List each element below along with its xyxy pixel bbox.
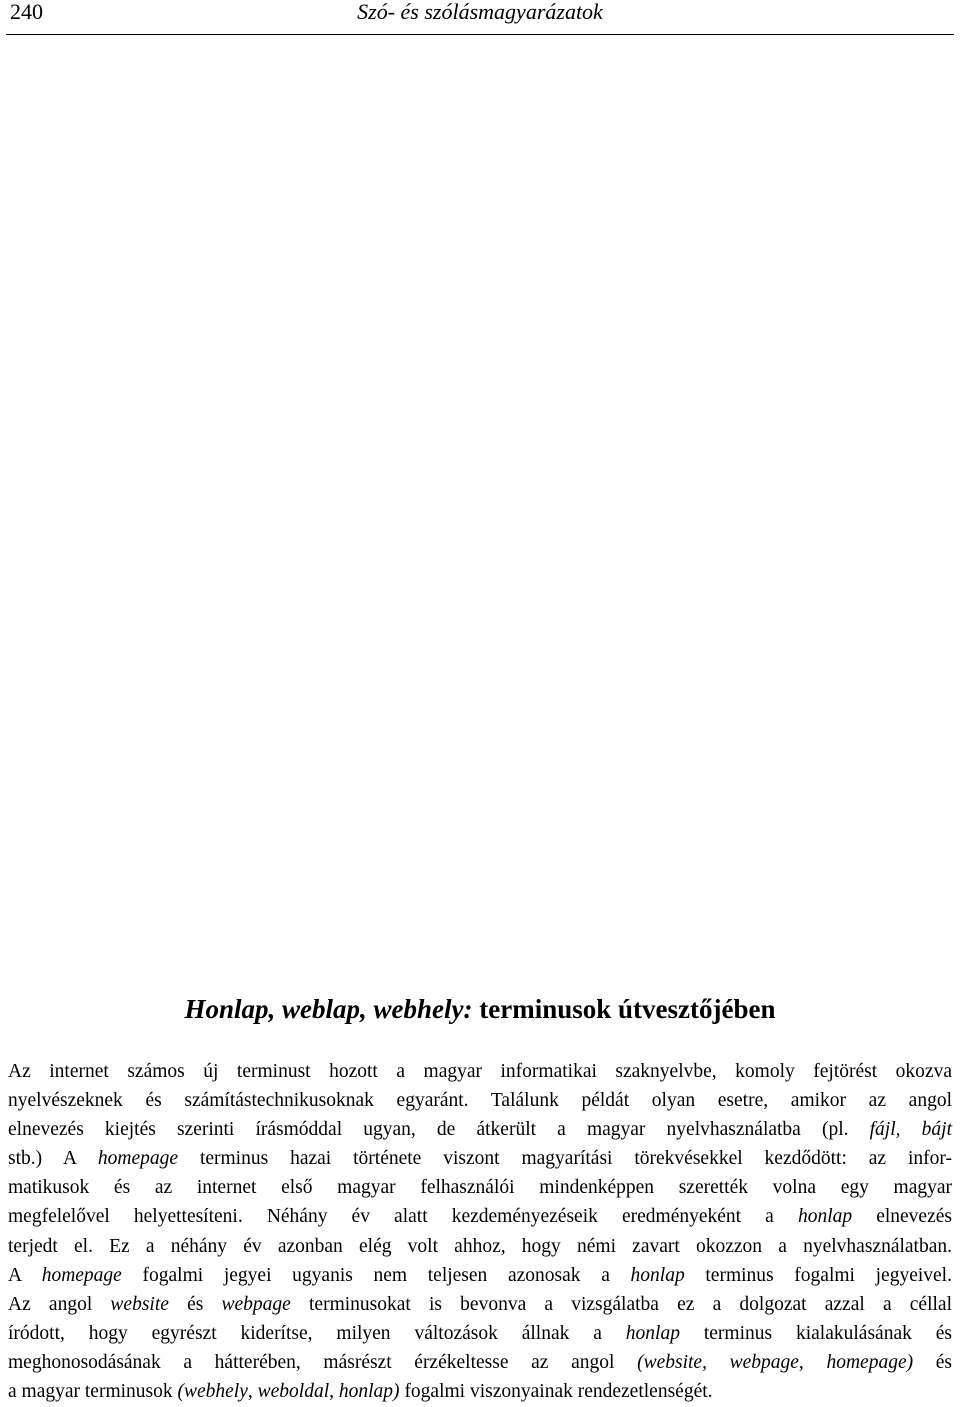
text-line [8,1348,952,1377]
text-run: a magyar terminusok [8,1381,178,1403]
text-run: meghonosodásának a hátterében, másrészt érzékeltesse az angol [8,1351,638,1373]
text-run: , [702,1351,730,1373]
text-line [8,1377,952,1406]
header-rule [6,34,954,35]
text-run: , [329,1381,339,1403]
running-title: Szó- és szólásmagyarázatok [357,0,603,24]
italic-term: homepage [97,1148,179,1170]
body-paragraph [8,1057,952,1406]
page-header [10,0,950,34]
text-run: terminus fogalmi jegyeivel. [684,1264,952,1286]
text-line [8,1232,952,1261]
text-line [8,1202,952,1231]
italic-term: webpage [221,1293,291,1315]
text-run: terminus hazai története viszont magyarítási törekvésekkel kezdődött: az infor- [178,1148,952,1170]
italic-term: homepage) [826,1351,914,1373]
text-run: íródott, hogy egyrészt kiderítse, milyen változások állnak a [8,1322,626,1344]
text-run: Az angol [8,1293,111,1315]
italic-term: honlap [630,1264,685,1286]
text-line [8,1144,952,1173]
italic-term: honlap) [338,1381,400,1403]
italic-term: website [110,1293,169,1315]
text-run: fogalmi viszonyainak rendezetlenségét. [399,1381,713,1403]
text-run: , [798,1351,827,1373]
text-line [8,1261,952,1290]
text-run: stb.) A [8,1148,98,1170]
text-run: terminus kialakulásának és [679,1322,952,1344]
page-number: 240 [10,0,43,24]
italic-term: (webhely [177,1381,248,1403]
text-run: matikusok és az internet első magyar felhasználói mindenképpen szerették volna egy magyar [8,1177,952,1199]
italic-term: weboldal [257,1381,330,1403]
text-run: elnevezés [852,1206,952,1228]
italic-term: honlap [797,1206,853,1228]
italic-term: honlap [625,1322,680,1344]
text-line [8,1115,952,1144]
text-line [8,1319,952,1348]
italic-term: homepage [41,1264,122,1286]
title-italic-terms: Honlap, weblap, webhely: [184,994,473,1024]
text-run: és [913,1351,952,1373]
text-line [8,1173,952,1202]
text-line [8,1057,952,1086]
text-run: megfelelővel helyettesíteni. Néhány év alatt kezdeményezéseik eredményeként a [8,1206,798,1228]
text-run: elnevezés kiejtés szerinti írásmóddal ugyan, de átkerült a magyar nyelvhasználatba (pl. [8,1119,870,1141]
text-run: fogalmi jegyei ugyanis nem teljesen azonosak a [121,1264,631,1286]
text-run: terminusokat is bevonva a vizsgálatba ez a dolgozat azzal a céllal [290,1293,952,1315]
italic-term: fájl, bájt [869,1119,952,1141]
article-title [0,992,960,1026]
text-run: A [8,1264,42,1286]
text-run: nyelvészeknek és számítástechnikusoknak egyaránt. Találunk példát olyan esetre, amikor az angol [8,1090,952,1112]
text-run: terjedt el. Ez a néhány év azonban elég volt ahhoz, hogy némi zavart okozzon a nyelvhasználatban. [8,1235,952,1257]
text-run: és [168,1293,222,1315]
text-line [8,1086,952,1115]
title-roman-part: terminusok útvesztőjében [472,994,776,1024]
text-run: , [247,1381,258,1403]
text-run: Az internet számos új terminust hozott a magyar informatikai szaknyelvbe, komoly fejtörést okozva [8,1061,952,1082]
text-line [8,1290,952,1319]
italic-term: webpage [729,1351,799,1373]
italic-term: (website [637,1351,703,1373]
